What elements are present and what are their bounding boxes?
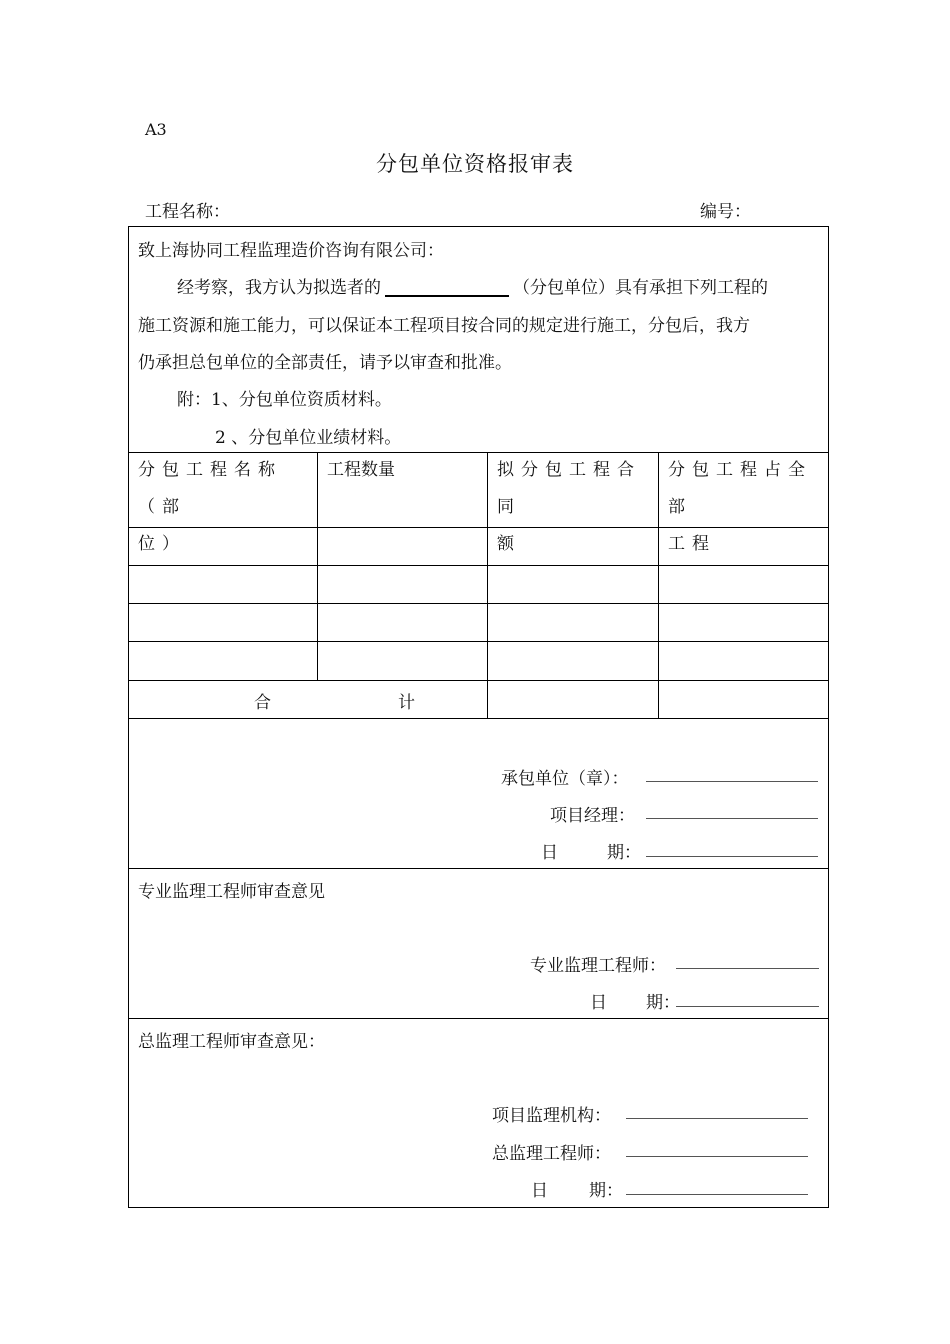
table-cell[interactable]	[659, 642, 828, 680]
specialist-engineer-line[interactable]	[676, 968, 819, 969]
table-cell[interactable]	[128, 528, 317, 565]
total-percentage-cell[interactable]	[659, 681, 828, 718]
contractor-unit-label: 承包单位（章）：	[501, 769, 629, 789]
letter-line-3: 仍承担总包单位的全部责任，请予以审查和批准。	[138, 353, 512, 373]
table-cell[interactable]	[488, 566, 658, 603]
contractor-date-line[interactable]	[646, 856, 818, 857]
table-row	[128, 604, 829, 641]
section-divider	[128, 868, 829, 869]
supervision-agency-line[interactable]	[626, 1118, 808, 1119]
letter-line-1	[177, 273, 768, 298]
chief-date-line[interactable]	[626, 1194, 808, 1195]
total-label-1: 合	[254, 693, 271, 713]
addressee: 致上海协同工程监理造价咨询有限公司：	[138, 241, 444, 261]
table-cell[interactable]	[659, 566, 828, 603]
total-amount-cell[interactable]	[488, 681, 658, 718]
attachment-1: 附：1、分包单位资质材料。	[177, 390, 392, 410]
table-cell[interactable]	[128, 604, 317, 641]
header-line: 工程	[668, 534, 716, 554]
table-row	[128, 528, 829, 565]
header-line: 拟分包工程合同	[497, 460, 641, 517]
page-title: 分包单位资格报审表	[376, 152, 574, 176]
letter-line-1-prefix: 经考察，我方认为拟选者的	[177, 278, 381, 298]
table-cell[interactable]	[318, 642, 487, 680]
header-line: 工程数量	[327, 460, 395, 480]
section-divider	[128, 1018, 829, 1019]
header-line: 分包工程占全部	[668, 460, 812, 517]
chief-date-label-2: 期：	[589, 1181, 623, 1201]
contractor-date-label-1: 日	[541, 843, 558, 863]
table-cell[interactable]	[318, 604, 487, 641]
header-quantity	[327, 452, 482, 489]
subcontractor-blank[interactable]	[385, 281, 509, 297]
header-line: 额	[497, 534, 521, 554]
table-cell[interactable]	[318, 528, 487, 565]
specialist-heading: 专业监理工程师审查意见	[138, 882, 325, 902]
contractor-date-label-2: 期：	[607, 843, 641, 863]
table-row	[128, 642, 829, 680]
project-manager-line[interactable]	[646, 818, 818, 819]
specialist-date-line[interactable]	[676, 1006, 819, 1007]
table-cell[interactable]	[488, 642, 658, 680]
table-bottom-line	[128, 718, 829, 719]
header-line: 位）	[138, 534, 186, 554]
specialist-engineer-label: 专业监理工程师：	[530, 956, 666, 976]
form-code: A3	[145, 120, 167, 139]
number-label: 编号：	[700, 202, 751, 222]
attachment-2: 2 、分包单位业绩材料。	[215, 428, 402, 448]
chief-engineer-label: 总监理工程师：	[492, 1144, 611, 1164]
chief-heading: 总监理工程师审查意见：	[138, 1032, 325, 1052]
letter-line-2: 施工资源和施工能力，可以保证本工程项目按合同的规定进行施工，分包后，我方	[138, 316, 750, 336]
total-label-2: 计	[398, 693, 415, 713]
project-manager-label: 项目经理：	[550, 806, 635, 826]
contractor-unit-line[interactable]	[646, 781, 818, 782]
table-cell[interactable]	[318, 566, 487, 603]
project-name-label: 工程名称：	[145, 202, 230, 222]
specialist-date-label-2: 期：	[646, 993, 680, 1013]
table-cell[interactable]	[488, 528, 658, 565]
specialist-date-label-1: 日	[590, 993, 607, 1013]
table-cell[interactable]	[128, 566, 317, 603]
chief-engineer-line[interactable]	[626, 1156, 808, 1157]
table-cell[interactable]	[659, 604, 828, 641]
table-cell[interactable]	[488, 604, 658, 641]
supervision-agency-label: 项目监理机构：	[492, 1106, 611, 1126]
letter-line-1-suffix: （分包单位）具有承担下列工程的	[513, 278, 768, 298]
table-cell[interactable]	[659, 528, 828, 565]
chief-date-label-1: 日	[531, 1181, 548, 1201]
header-line: 分包工程名称（部	[138, 460, 282, 517]
table-cell[interactable]	[128, 642, 317, 680]
table-row	[128, 566, 829, 603]
